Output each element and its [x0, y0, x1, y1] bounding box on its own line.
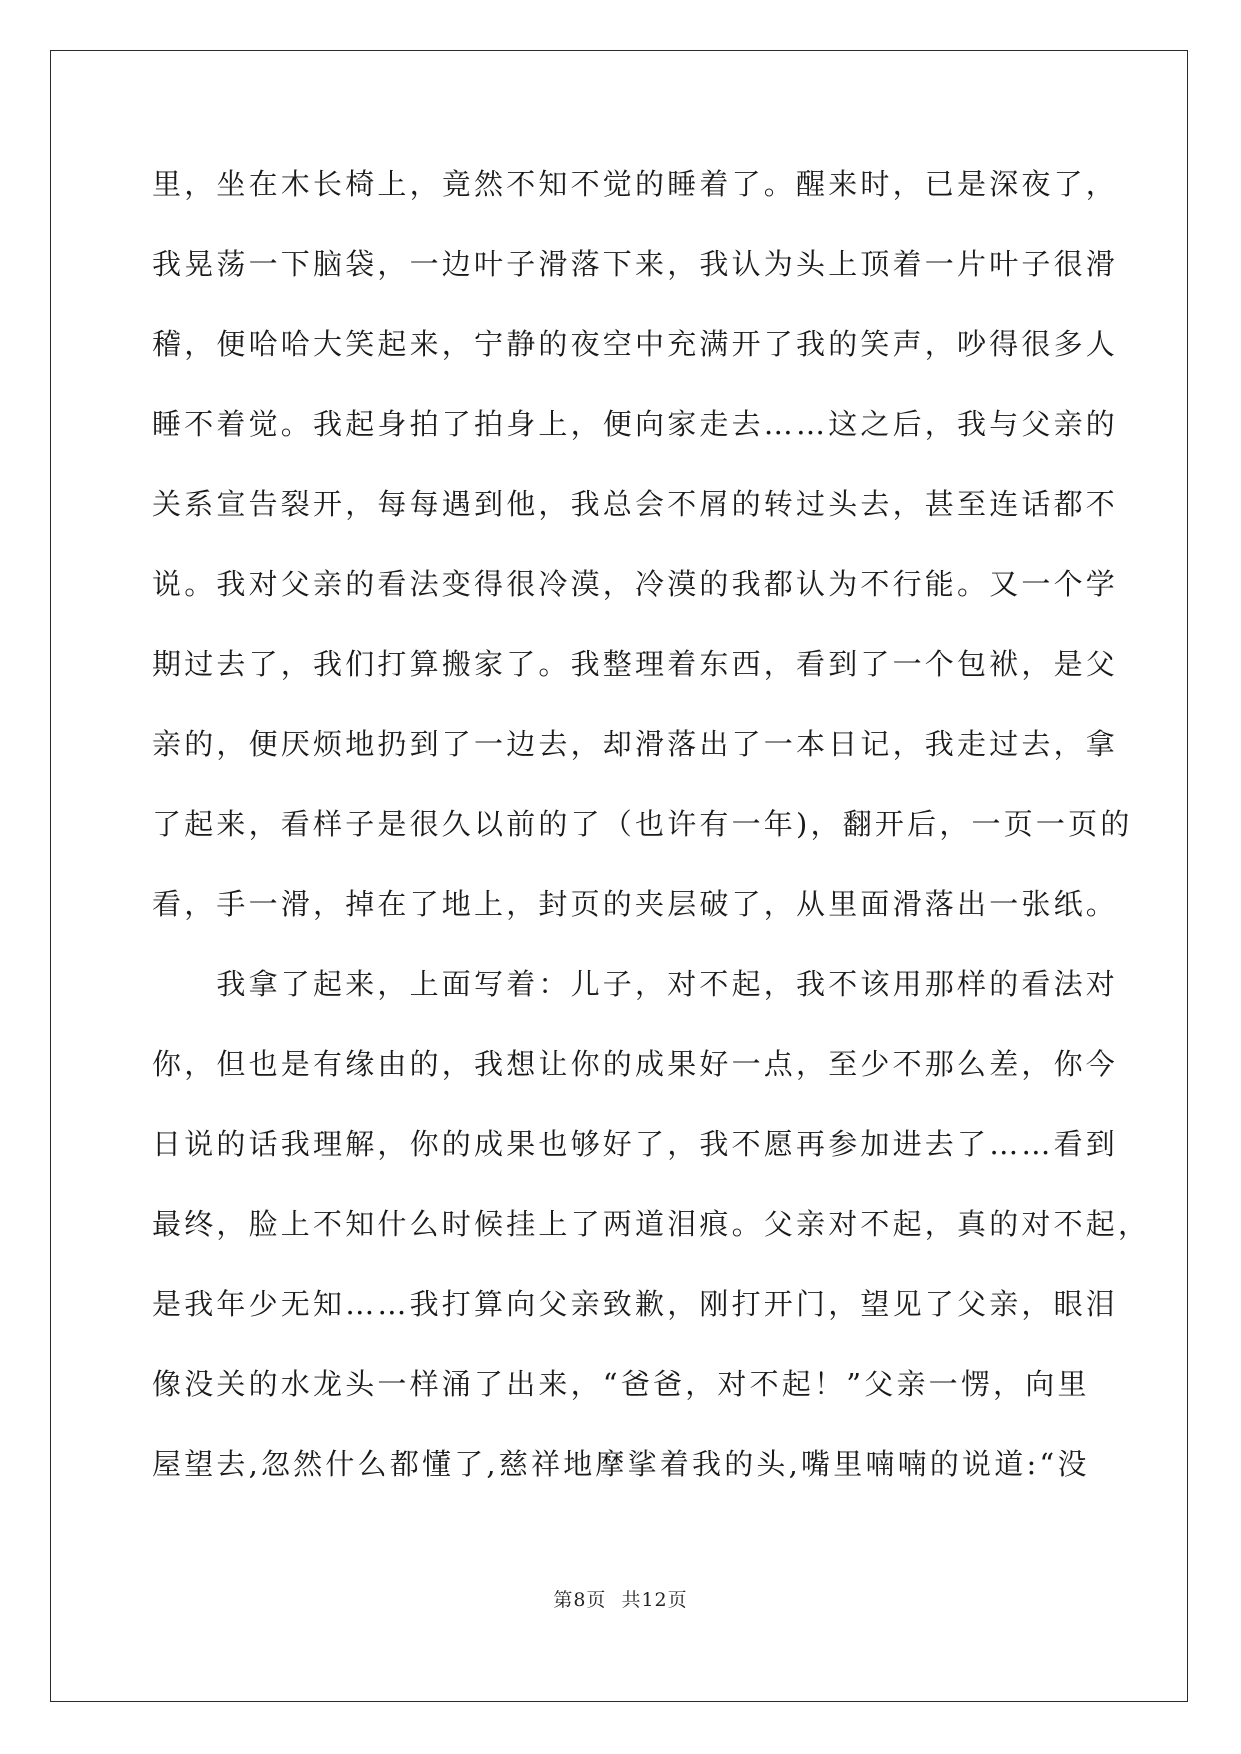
text-line: 里，坐在木长椅上，竟然不知不觉的睡着了。醒来时，已是深夜了，: [152, 167, 1119, 201]
page-footer: [0, 1585, 1241, 1612]
text-line: 关系宣告裂开，每每遇到他，我总会不屑的转过头去，甚至连话都不: [152, 487, 1119, 521]
text-line: 是我年少无知……我打算向父亲致歉，刚打开门，望见了父亲，眼泪: [152, 1287, 1119, 1321]
page-total-label: 共12页: [621, 1589, 688, 1611]
text-line: 看，手一滑，掉在了地上，封页的夹层破了，从里面滑落出一张纸。: [152, 887, 1119, 921]
text-line: 睡不着觉。我起身拍了拍身上，便向家走去……这之后，我与父亲的: [152, 407, 1119, 441]
text-line: 我晃荡一下脑袋，一边叶子滑落下来，我认为头上顶着一片叶子很滑: [152, 247, 1119, 281]
text-line: 最终，脸上不知什么时候挂上了两道泪痕。父亲对不起，真的对不起，: [152, 1207, 1151, 1241]
paragraph-start-line: 我拿了起来，上面写着：儿子，对不起，我不该用那样的看法对: [152, 967, 1119, 1001]
text-line: 像没关的水龙头一样涌了出来，“爸爸，对不起！”父亲一愣，向里: [152, 1367, 1090, 1401]
document-body: [152, 160, 1151, 1520]
text-line: 你，但也是有缘由的，我想让你的成果好一点，至少不那么差，你今: [152, 1047, 1119, 1081]
text-line: 说。我对父亲的看法变得很冷漠，冷漠的我都认为不行能。又一个学: [152, 567, 1119, 601]
text-line: 了起来，看样子是很久以前的了（也许有一年)，翻开后，一页一页的: [152, 807, 1133, 841]
text-line: 稽，便哈哈大笑起来，宁静的夜空中充满开了我的笑声，吵得很多人: [152, 327, 1119, 361]
text-line: 亲的，便厌烦地扔到了一边去，却滑落出了一本日记，我走过去，拿: [152, 727, 1119, 761]
text-line: 期过去了，我们打算搬家了。我整理着东西，看到了一个包袱，是父: [152, 647, 1119, 681]
page-number-label: 第8页: [553, 1589, 607, 1611]
text-line: 屋望去,忽然什么都懂了,慈祥地摩挲着我的头,嘴里喃喃的说道:“没: [152, 1447, 1090, 1481]
text-line: 日说的话我理解，你的成果也够好了，我不愿再参加进去了……看到: [152, 1127, 1119, 1161]
